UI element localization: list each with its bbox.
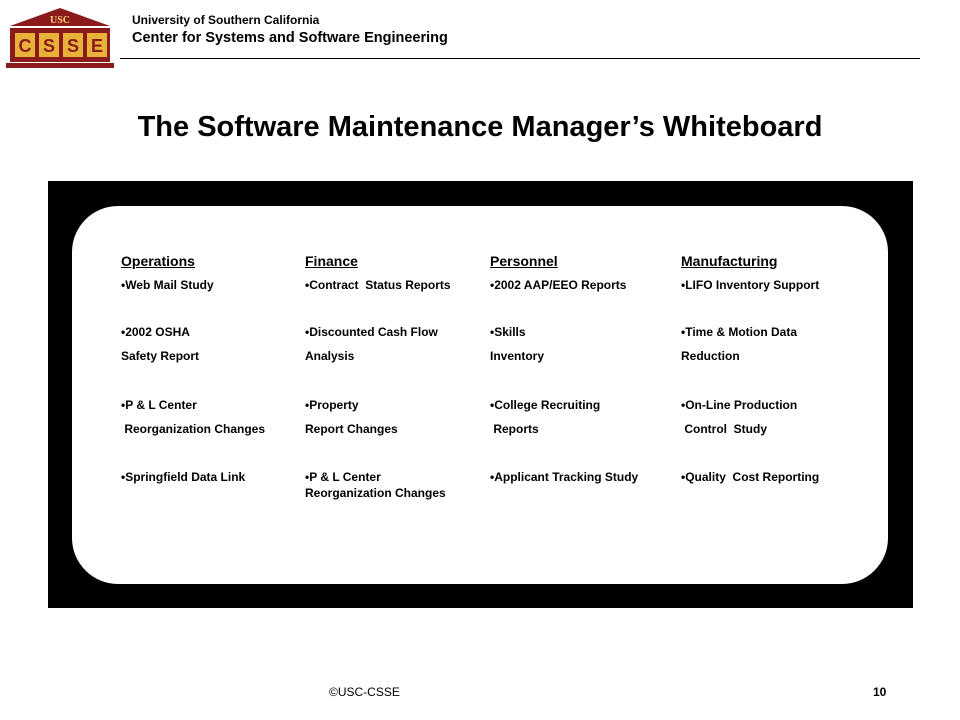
list-item: •Time & Motion Data Reduction [681, 325, 797, 363]
column-manufacturing [681, 253, 871, 484]
column-personnel [490, 253, 680, 484]
center-name: Center for Systems and Software Engineering [132, 30, 448, 46]
list-item: •Web Mail Study [121, 278, 214, 292]
column-heading: Manufacturing [681, 253, 778, 269]
logo-letter-c: C [18, 36, 32, 56]
header-divider [120, 58, 920, 59]
list-item: •P & L Center Reorganization Changes [305, 470, 446, 500]
logo-letter-e: E [90, 36, 104, 56]
list-item: •2002 OSHA Safety Report [121, 325, 200, 363]
list-item: •Applicant Tracking Study [490, 470, 639, 484]
list-item: •2002 AAP/EEO Reports [490, 278, 627, 292]
logo-letter-s1: S [42, 36, 56, 56]
column-heading: Operations [121, 253, 195, 269]
list-item: •Property Report Changes [305, 398, 398, 436]
list-item: •Skills Inventory [490, 325, 545, 363]
list-item: •On-Line Production Control Study [681, 398, 798, 436]
logo-letter-s2: S [66, 36, 80, 56]
page-number: 10 [873, 685, 887, 699]
list-item: •College Recruiting Reports [490, 398, 601, 436]
list-item: •Springfield Data Link [121, 470, 246, 484]
column-heading: Finance [305, 253, 358, 269]
page-title: The Software Maintenance Manager’s Whiteboard [137, 111, 823, 143]
usc-csse-logo [6, 6, 114, 70]
list-item: •Discounted Cash Flow Analysis [305, 325, 438, 363]
list-item: •Quality Cost Reporting [681, 470, 820, 484]
column-finance [305, 253, 495, 500]
list-item: •P & L Center Reorganization Changes [121, 398, 266, 436]
list-item: •Contract Status Reports [305, 278, 451, 292]
column-heading: Personnel [490, 253, 558, 269]
list-item: •LIFO Inventory Support [681, 278, 820, 292]
university-name: University of Southern California [132, 13, 320, 27]
column-operations [121, 253, 311, 484]
logo-usc-text: USC [49, 15, 71, 26]
footer-copyright: ©USC-CSSE [329, 685, 400, 699]
